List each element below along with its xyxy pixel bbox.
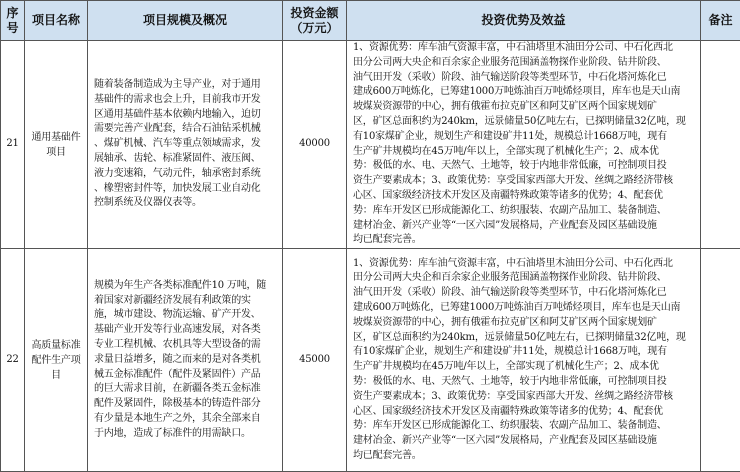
header-seq: 序号	[1, 1, 25, 41]
header-scale: 项目规模及概况	[88, 1, 283, 41]
row-advantages: 1、资源优势：库车油气资源丰富，中石油塔里木油田分公司、中石化西北 田分公司两大央企和百余家企业服务范围涵盖物探作业阶段、钻井阶段、 油气田开发（采收）阶段、油气输送阶段等类型环节，中石化塔河炼化已 建成600万吨炼化，已筹建1000万吨炼油百万吨烯烃项目，库车也是天山南 坡煤炭资源带的中心，拥有俄霍布拉克矿区和阿艾矿区两个国家规划矿 区，矿区总面积约为240km，远景储量50亿吨左右，已探明储量32亿吨，现 有10家煤矿企业，规划生产和建设矿井11处，规模总计1668万吨，现有 生产矿井规模均在45万吨/年以上，全部实现了机械化生产；2、成本优 势：极低的水、电、天然气、土地等，较于内地非常低廉，可控制项目投 资生产要素成本；3、政策优势：享受国家西部大开发、丝绸之路经济带核 心区、国家级经济技术开发区及南疆特殊政策等诸多的优势；4、配套优 势：库车开发区已形成能源化工、纺织服装、农副产品加工、装备制造、 建材冶金、新兴产业等“一区六园”发展格局，产业配套及园区基础设施 均已配套完善。	[347, 41, 701, 249]
row-project-name: 通用基础件 项目	[25, 41, 88, 249]
table-header-row	[1, 1, 740, 41]
header-name: 项目名称	[25, 1, 88, 41]
header-amount: 投资金额 （万元）	[283, 1, 347, 41]
row-note	[701, 249, 740, 472]
row-scale-description: 随着装备制造成为主导产业，对于通用 基础件的需求也会上升，目前我市开发 区通用基础件基本依赖内地输入，迫切 需要完善产业配套，结合石油钻采机械 、煤矿机械、汽车等重点领域需求，发 展轴承、齿轮、标准紧固件、液压阀、 液力变速箱，气动元件，轴承密封系统 、橡塑密封件等，加快发展工业自动化 控制系统及仪器仪表等。	[88, 41, 283, 249]
row-project-name: 高质量标准 配件生产项 目	[25, 249, 88, 472]
row-seq: 22	[1, 249, 25, 472]
table-row	[1, 41, 740, 249]
row-seq: 21	[1, 41, 25, 249]
row-advantages: 1、资源优势：库车油气资源丰富，中石油塔里木油田分公司、中石化西北 田分公司两大央企和百余家企业服务范围涵盖物探作业阶段、钻井阶段、 油气田开发（采收）阶段、油气输送阶段等类型环节，中石化塔河炼化已 建成600万吨炼化，已筹建1000万吨炼油百万吨烯烃项目，库车也是天山南 坡煤炭资源带的中心，拥有俄霍布拉克矿区和阿艾矿区两个国家规划矿 区，矿区总面积约为240km，远景储量50亿吨左右，已探明储量32亿吨，现 有10家煤矿企业，规划生产和建设矿井11处，规模总计1668万吨，现有 生产矿井规模均在45万吨/年以上，全部实现了机械化生产；2、成本优 势：极低的水、电、天然气、土地等，较于内地非常低廉，可控制项目投 资生产要素成本；3、政策优势：享受国家西部大开发、丝绸之路经济带核 心区、国家级经济技术开发区及南疆特殊政策等诸多的优势；4、配套优 势：库车开发区已形成能源化工、纺织服装、农副产品加工、装备制造、 建材冶金、新兴产业等“一区六园”发展格局，产业配套及园区基础设施 均已配套完善。	[347, 249, 701, 472]
row-investment-amount: 45000	[283, 249, 347, 472]
row-note	[701, 41, 740, 249]
header-note: 备注	[701, 1, 740, 41]
header-advantage: 投资优势及效益	[347, 1, 701, 41]
row-investment-amount: 40000	[283, 41, 347, 249]
table-row	[1, 249, 740, 472]
row-scale-description: 规模为年生产各类标准配件10 万吨，随 着国家对新疆经济发展有利政策的实 施，城市建设、物流运输、矿产开发、 基础产业开发等行业高速发展，对各类 专业工程机械、农机具等大型设备的需 求量日益增多，随之而来的是对各类机 械五金标准配件（配件及紧固件）产品 的巨大需求目前，在新疆各类五金标准 配件及紧固件，除极基本的铸造件部分 有少量是本地生产之外，其余全部来自 于内地，造成了标准件的用需缺口。	[88, 249, 283, 472]
